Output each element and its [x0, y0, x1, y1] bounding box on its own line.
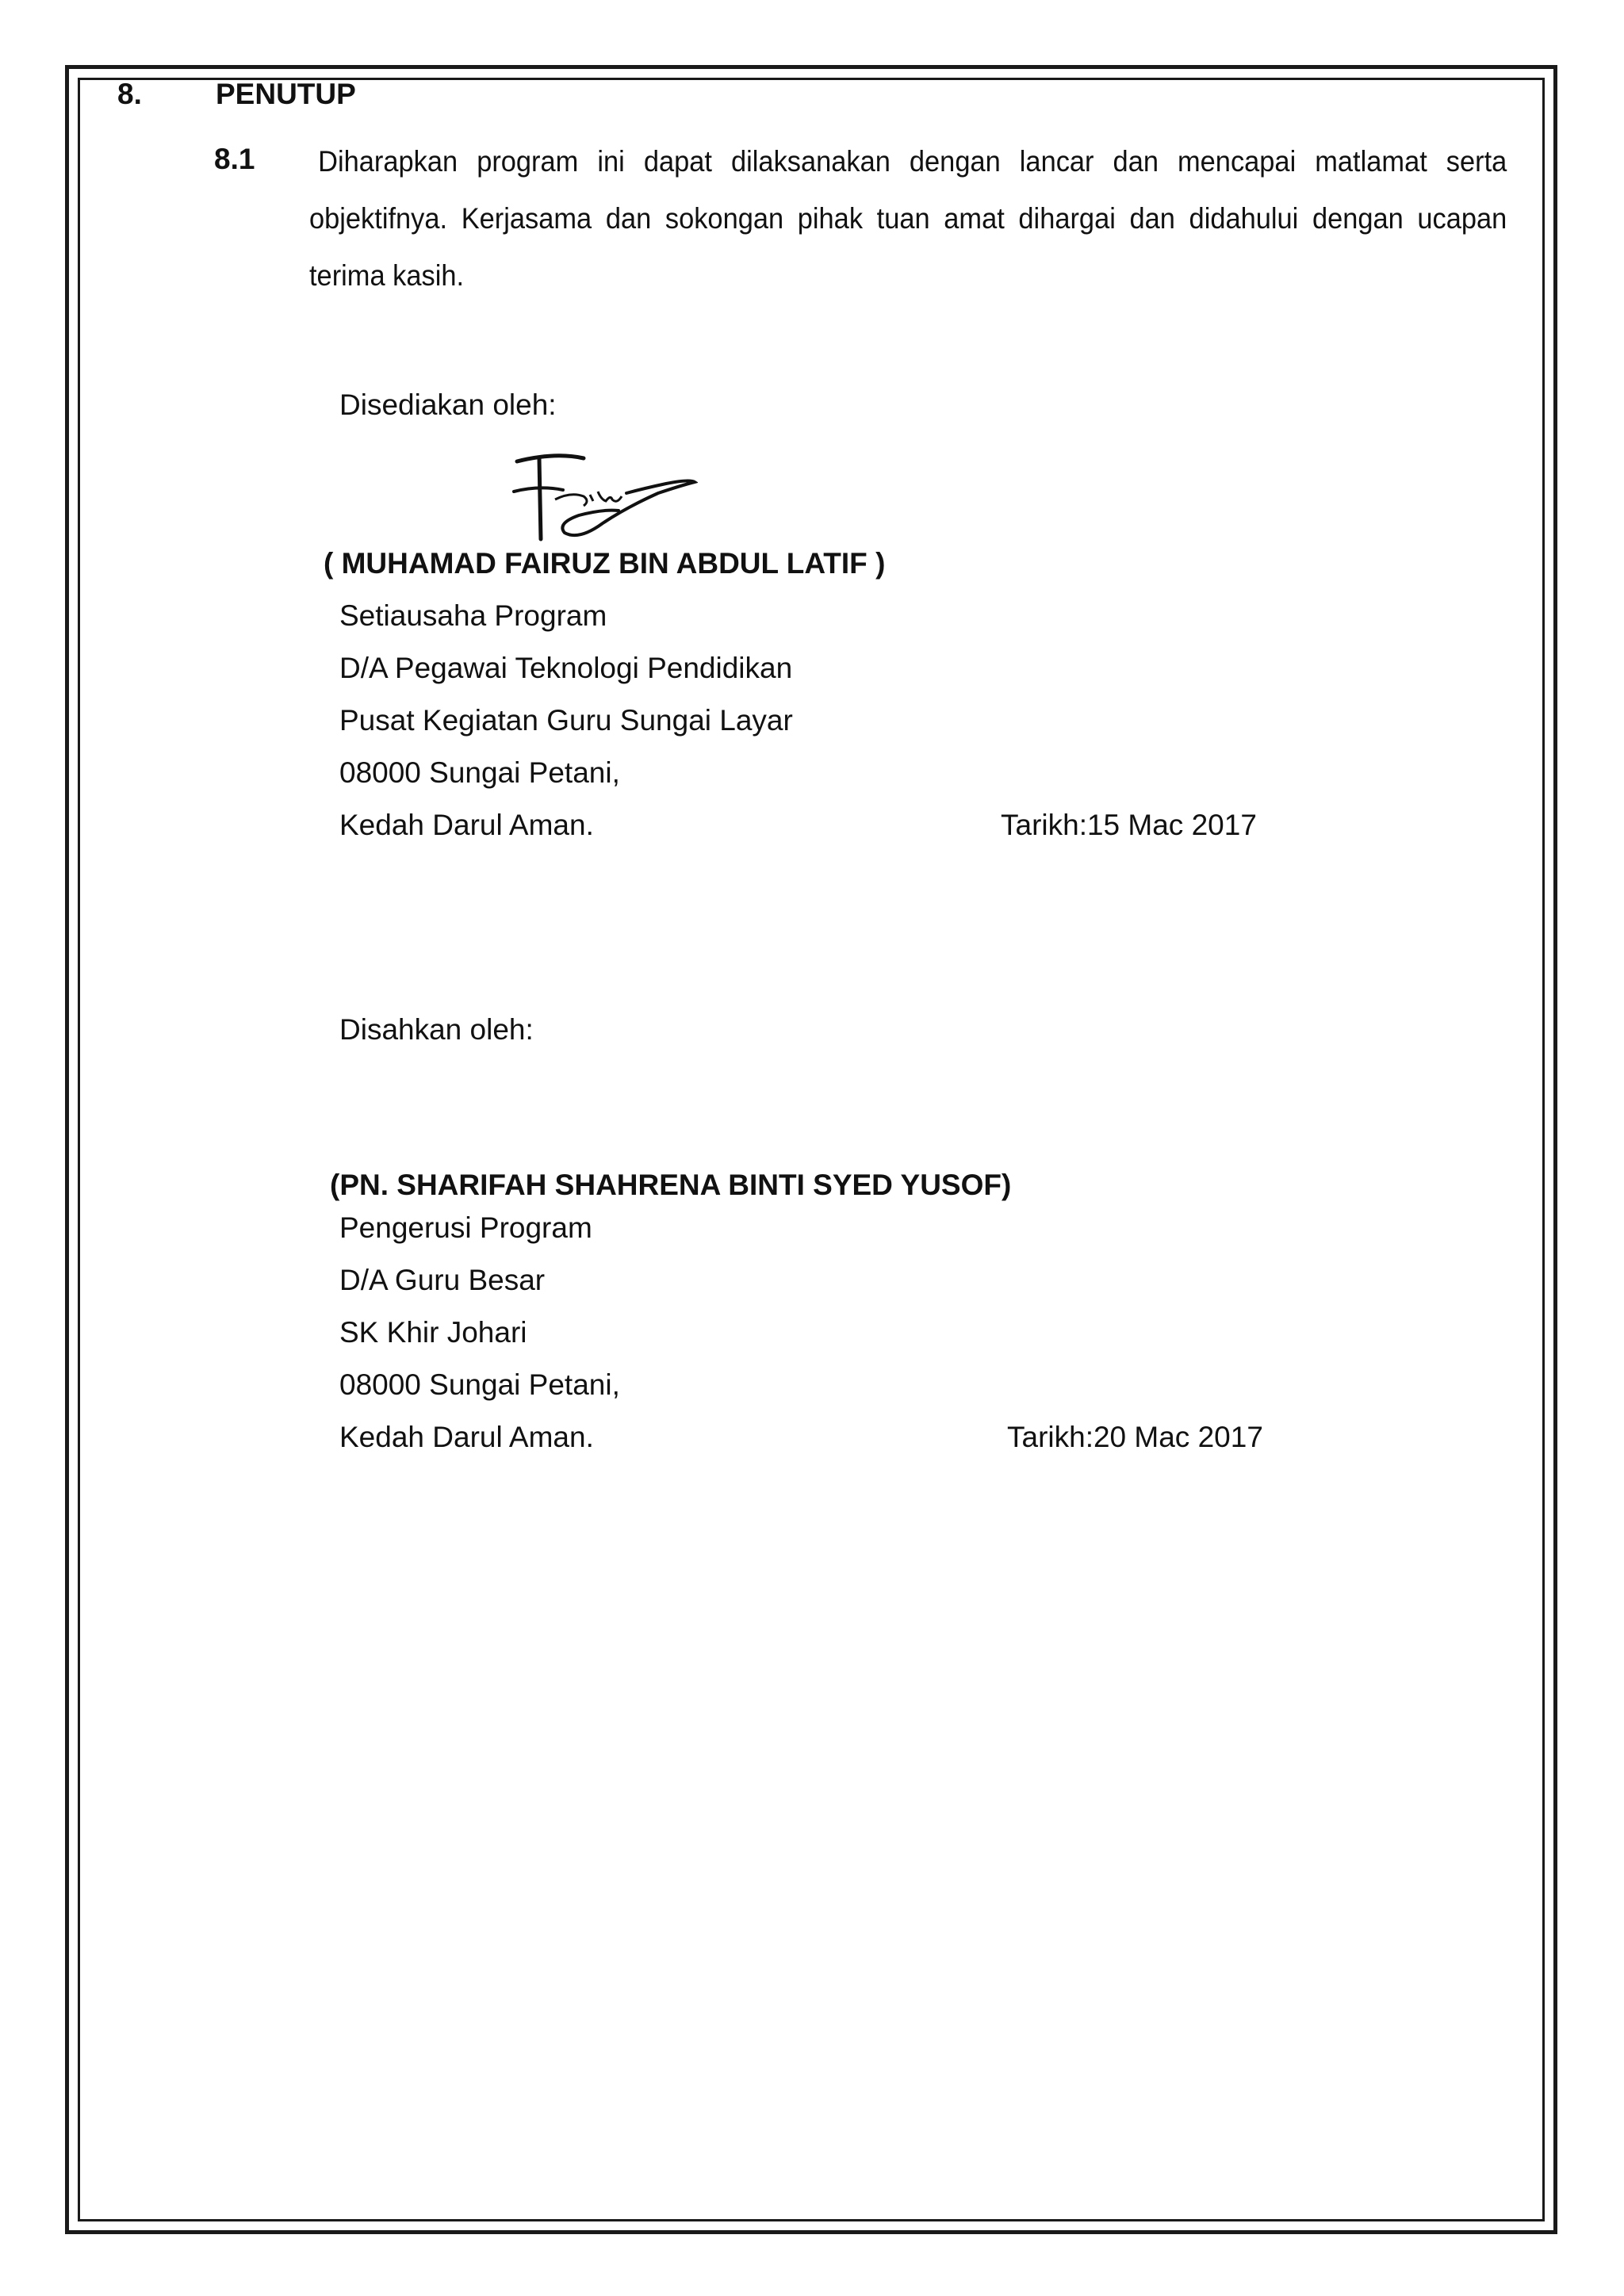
- approved-label: Disahkan oleh:: [339, 1013, 534, 1046]
- prepared-line-position: Setiausaha Program: [339, 599, 607, 632]
- approved-line-address-2: SK Khir Johari: [339, 1316, 527, 1349]
- approved-line-position: Pengerusi Program: [339, 1211, 592, 1244]
- approved-line-postcode: 08000 Sungai Petani,: [339, 1368, 620, 1401]
- prepared-label: Disediakan oleh:: [339, 388, 557, 421]
- prepared-line-postcode: 08000 Sungai Petani,: [339, 756, 620, 789]
- approved-line-state: Kedah Darul Aman.: [339, 1421, 594, 1453]
- approved-line-address-1: D/A Guru Besar: [339, 1264, 546, 1296]
- prepared-line-state: Kedah Darul Aman.: [339, 809, 594, 841]
- prepared-line-address-1: D/A Pegawai Teknologi Pendidikan: [339, 652, 793, 684]
- paragraph-number: 8.1: [214, 143, 255, 175]
- paragraph-text: Diharapkan program ini dapat dilaksanakan dengan lancar dan mencapai matlamat serta objektifnya. Kerjasama dan sokongan pihak tuan amat dihargai dan didahului dengan ucapan terima kasih.: [309, 145, 1507, 292]
- prepared-name: ( MUHAMAD FAIRUZ BIN ABDUL LATIF ): [324, 547, 886, 580]
- approved-name: (PN. SHARIFAH SHAHRENA BINTI SYED YUSOF): [330, 1169, 1012, 1201]
- prepared-line-address-2: Pusat Kegiatan Guru Sungai Layar: [339, 704, 793, 737]
- section-number: 8.: [117, 78, 142, 110]
- approved-date: Tarikh:20 Mac 2017: [1007, 1421, 1263, 1453]
- section-title: PENUTUP: [216, 78, 356, 110]
- signature-fairuz: [508, 444, 698, 547]
- prepared-date: Tarikh:15 Mac 2017: [1001, 809, 1257, 841]
- page-border-inner: [78, 78, 1545, 2221]
